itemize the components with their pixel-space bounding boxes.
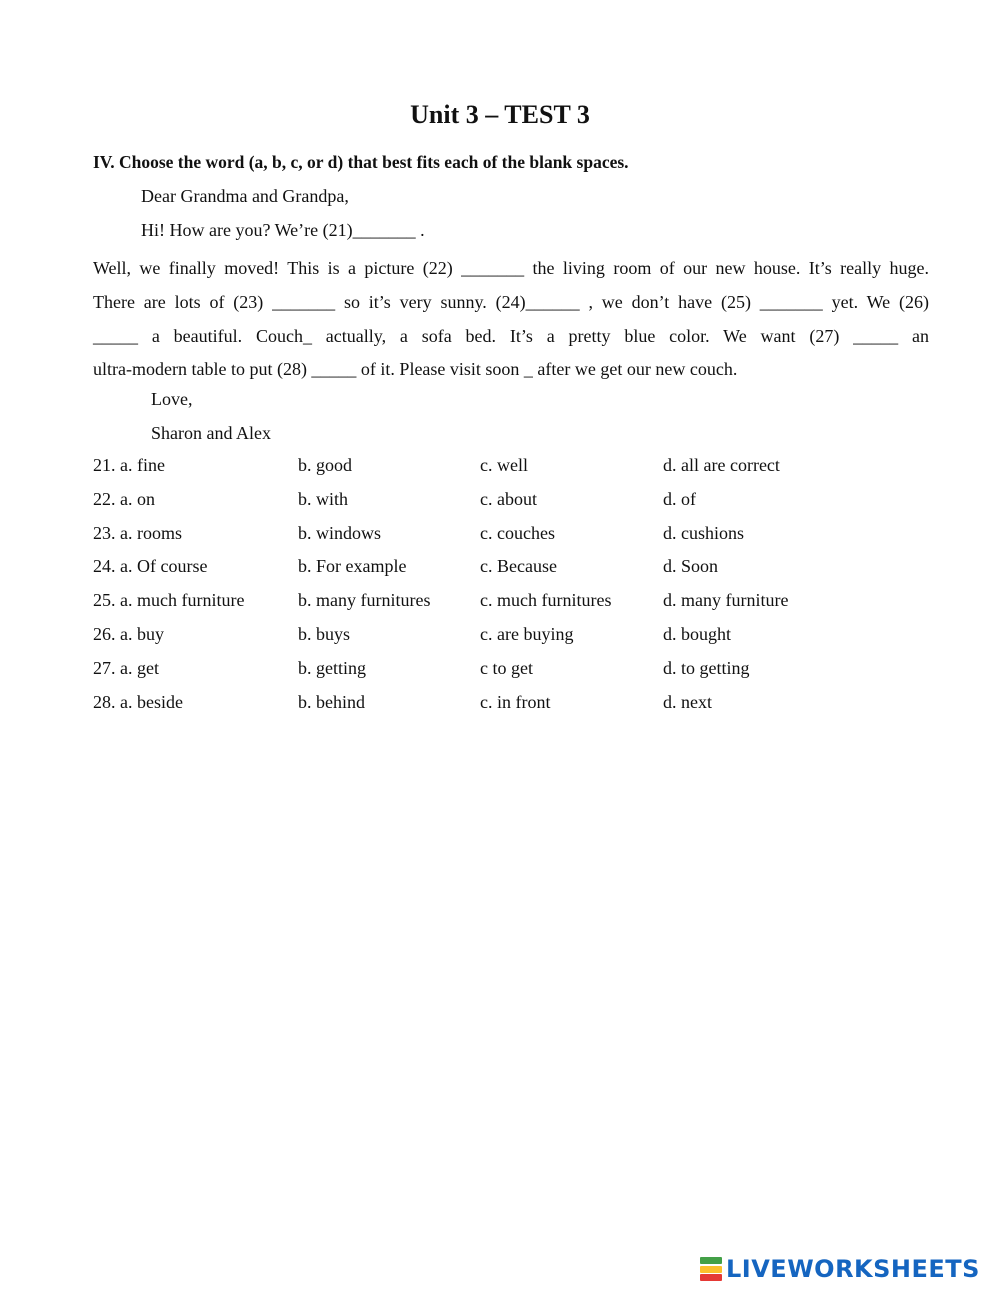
option-c: c. Because <box>480 556 557 577</box>
option-b: b. good <box>298 455 352 475</box>
question-row <box>93 489 913 523</box>
question-row <box>93 624 913 658</box>
option-d: d. cushions <box>663 522 744 543</box>
letter-signature: Sharon and Alex <box>151 423 271 443</box>
letter-body-line: ultra-modern table to put (28) _____ of it. Please visit soon _ after we get our new couch. <box>93 359 738 380</box>
question-row <box>93 455 913 489</box>
letter-body <box>93 252 929 387</box>
logo-text: LIVEWORKSHEETS <box>726 1255 980 1283</box>
logo-blocks-icon <box>700 1257 722 1281</box>
option-b: b. For example <box>298 556 407 577</box>
question-row <box>93 692 913 726</box>
liveworksheets-logo <box>700 1255 980 1283</box>
letter-closing: Love, <box>151 389 193 409</box>
option-d: d. of <box>663 488 696 509</box>
option-b: b. buys <box>298 623 351 644</box>
option-d: d. bought <box>663 623 732 644</box>
letter-greeting: Dear Grandma and Grandpa, <box>141 186 349 206</box>
option-b: b. with <box>298 488 349 509</box>
option-c: c. well <box>480 455 528 475</box>
option-a: 22. a. on <box>93 488 155 509</box>
option-d: d. many furniture <box>663 590 789 611</box>
question-row <box>93 590 913 624</box>
option-a: 25. a. much furniture <box>93 590 245 611</box>
option-b: b. behind <box>298 691 365 712</box>
option-b: b. many furnitures <box>298 590 431 611</box>
question-row <box>93 523 913 557</box>
letter-body-line: _____ a beautiful. Couch_ actually, a sofa bed. It’s a pretty blue color. We want (27) _____ an <box>93 325 929 346</box>
option-c: c. much furnitures <box>480 590 612 611</box>
option-d: d. Soon <box>663 556 719 577</box>
option-a: 28. a. beside <box>93 691 183 712</box>
page-title: Unit 3 – TEST 3 <box>410 100 590 129</box>
option-c: c. are buying <box>480 623 574 644</box>
option-c: c. in front <box>480 691 551 712</box>
option-c: c. about <box>480 488 537 509</box>
question-row <box>93 658 913 692</box>
letter-body-line: There are lots of (23) _______ so it’s very sunny. (24)______ , we don’t have (25) _______ yet. We (26) <box>93 291 929 312</box>
option-a: 23. a. rooms <box>93 522 182 543</box>
option-c: c. couches <box>480 522 555 543</box>
question-row <box>93 556 913 590</box>
letter-body-line: Well, we finally moved! This is a picture (22) _______ the living room of our new house. It’s really huge. <box>93 258 929 278</box>
option-a: 24. a. Of course <box>93 556 208 577</box>
option-c: c to get <box>480 657 533 678</box>
option-a: 21. a. fine <box>93 455 165 475</box>
option-a: 27. a. get <box>93 657 159 678</box>
instruction: IV. Choose the word (a, b, c, or d) that best fits each of the blank spaces. <box>93 152 629 172</box>
letter-opening: Hi! How are you? We’re (21)_______ . <box>141 220 425 240</box>
option-a: 26. a. buy <box>93 623 164 644</box>
option-d: d. next <box>663 691 712 712</box>
question-list <box>93 455 913 725</box>
option-b: b. getting <box>298 657 366 678</box>
option-d: d. to getting <box>663 657 750 678</box>
option-b: b. windows <box>298 522 382 543</box>
option-d: d. all are correct <box>663 455 780 475</box>
